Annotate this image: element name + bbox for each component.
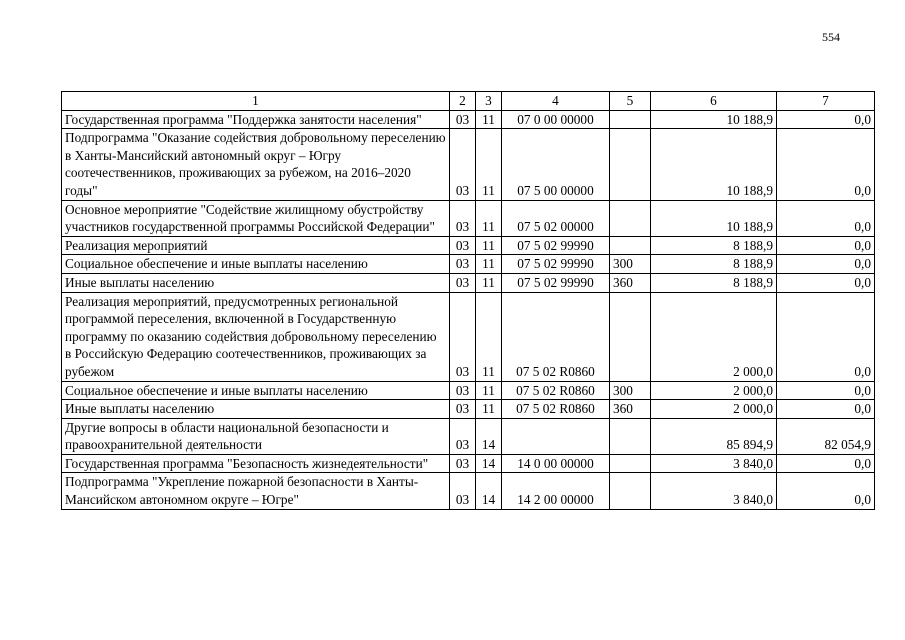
row-csr: 14 0 00 00000 [502,454,610,473]
row-amount: 8 188,9 [651,255,777,274]
row-csr: 07 5 02 R0860 [502,381,610,400]
row-csr: 07 5 02 R0860 [502,400,610,419]
table-row [62,292,875,381]
row-amount2: 0,0 [777,400,875,419]
header-cell-2: 2 [450,92,476,111]
table-row [62,255,875,274]
row-section: 03 [450,454,476,473]
row-section: 03 [450,110,476,129]
row-vr [610,473,651,509]
row-vr: 300 [610,381,651,400]
row-csr: 07 5 02 00000 [502,200,610,236]
row-csr: 07 5 00 00000 [502,129,610,200]
row-subsection: 14 [476,473,502,509]
row-name: Другие вопросы в области национальной безопасности и правоохранительной деятельности [62,418,450,454]
row-section: 03 [450,255,476,274]
header-cell-5: 5 [610,92,651,111]
row-name: Иные выплаты населению [62,400,450,419]
budget-table [61,91,875,510]
row-amount: 10 188,9 [651,200,777,236]
row-subsection: 11 [476,236,502,255]
row-name: Реализация мероприятий [62,236,450,255]
table-row [62,381,875,400]
row-section: 03 [450,292,476,381]
row-name: Подпрограмма "Укрепление пожарной безопасности в Ханты-Мансийском автономном округе – Югре" [62,473,450,509]
table-row [62,273,875,292]
row-name: Реализация мероприятий, предусмотренных региональной программой переселения, включенной в Государственную программу по оказанию содействия добровольному переселению в Российскую Федерацию соотечественников, проживающих за рубежом [62,292,450,381]
header-cell-7: 7 [777,92,875,111]
row-section: 03 [450,200,476,236]
row-subsection: 11 [476,200,502,236]
row-vr [610,454,651,473]
row-subsection: 11 [476,255,502,274]
row-section: 03 [450,418,476,454]
header-cell-3: 3 [476,92,502,111]
row-amount: 3 840,0 [651,454,777,473]
row-amount2: 0,0 [777,255,875,274]
row-csr [502,418,610,454]
row-amount: 8 188,9 [651,236,777,255]
row-vr [610,236,651,255]
row-subsection: 14 [476,418,502,454]
table-row [62,473,875,509]
table-row [62,418,875,454]
row-name: Государственная программа "Безопасность жизнедеятельности" [62,454,450,473]
header-cell-6: 6 [651,92,777,111]
row-section: 03 [450,381,476,400]
row-subsection: 11 [476,273,502,292]
row-name: Социальное обеспечение и иные выплаты населению [62,255,450,274]
row-name: Иные выплаты населению [62,273,450,292]
header-row [62,92,875,111]
row-subsection: 14 [476,454,502,473]
row-amount: 10 188,9 [651,110,777,129]
row-vr: 360 [610,273,651,292]
page-number: 554 [822,30,840,44]
header-cell-4: 4 [502,92,610,111]
row-amount2: 0,0 [777,292,875,381]
header-cell-1: 1 [62,92,450,111]
table-row [62,454,875,473]
row-section: 03 [450,400,476,419]
row-amount2: 0,0 [777,200,875,236]
row-amount: 2 000,0 [651,381,777,400]
row-vr [610,110,651,129]
row-subsection: 11 [476,381,502,400]
row-amount2: 0,0 [777,273,875,292]
row-amount2: 0,0 [777,381,875,400]
table-row [62,400,875,419]
row-csr: 07 0 00 00000 [502,110,610,129]
row-subsection: 11 [476,110,502,129]
row-section: 03 [450,236,476,255]
row-name: Основное мероприятие "Содействие жилищному обустройству участников государственной программы Российской Федерации" [62,200,450,236]
row-csr: 07 5 02 99990 [502,273,610,292]
row-vr [610,292,651,381]
row-section: 03 [450,129,476,200]
row-subsection: 11 [476,292,502,381]
row-vr [610,200,651,236]
row-csr: 07 5 02 R0860 [502,292,610,381]
row-vr: 360 [610,400,651,419]
row-amount2: 0,0 [777,236,875,255]
row-csr: 07 5 02 99990 [502,255,610,274]
row-vr [610,418,651,454]
table-row [62,236,875,255]
row-amount2: 0,0 [777,454,875,473]
row-section: 03 [450,473,476,509]
row-amount: 85 894,9 [651,418,777,454]
row-csr: 07 5 02 99990 [502,236,610,255]
row-amount: 10 188,9 [651,129,777,200]
row-vr [610,129,651,200]
table-row [62,110,875,129]
row-section: 03 [450,273,476,292]
row-subsection: 11 [476,400,502,419]
row-amount2: 82 054,9 [777,418,875,454]
row-vr: 300 [610,255,651,274]
row-csr: 14 2 00 00000 [502,473,610,509]
row-amount2: 0,0 [777,129,875,200]
row-amount: 3 840,0 [651,473,777,509]
row-name: Подпрограмма "Оказание содействия добровольному переселению в Ханты-Мансийский автономный округ – Югру соотечественников, проживающих за рубежом, на 2016–2020 годы" [62,129,450,200]
row-name: Социальное обеспечение и иные выплаты населению [62,381,450,400]
row-subsection: 11 [476,129,502,200]
row-amount: 8 188,9 [651,273,777,292]
row-amount: 2 000,0 [651,400,777,419]
row-amount: 2 000,0 [651,292,777,381]
table-row [62,200,875,236]
table-row [62,129,875,200]
row-amount2: 0,0 [777,473,875,509]
row-name: Государственная программа "Поддержка занятости населения" [62,110,450,129]
row-amount2: 0,0 [777,110,875,129]
